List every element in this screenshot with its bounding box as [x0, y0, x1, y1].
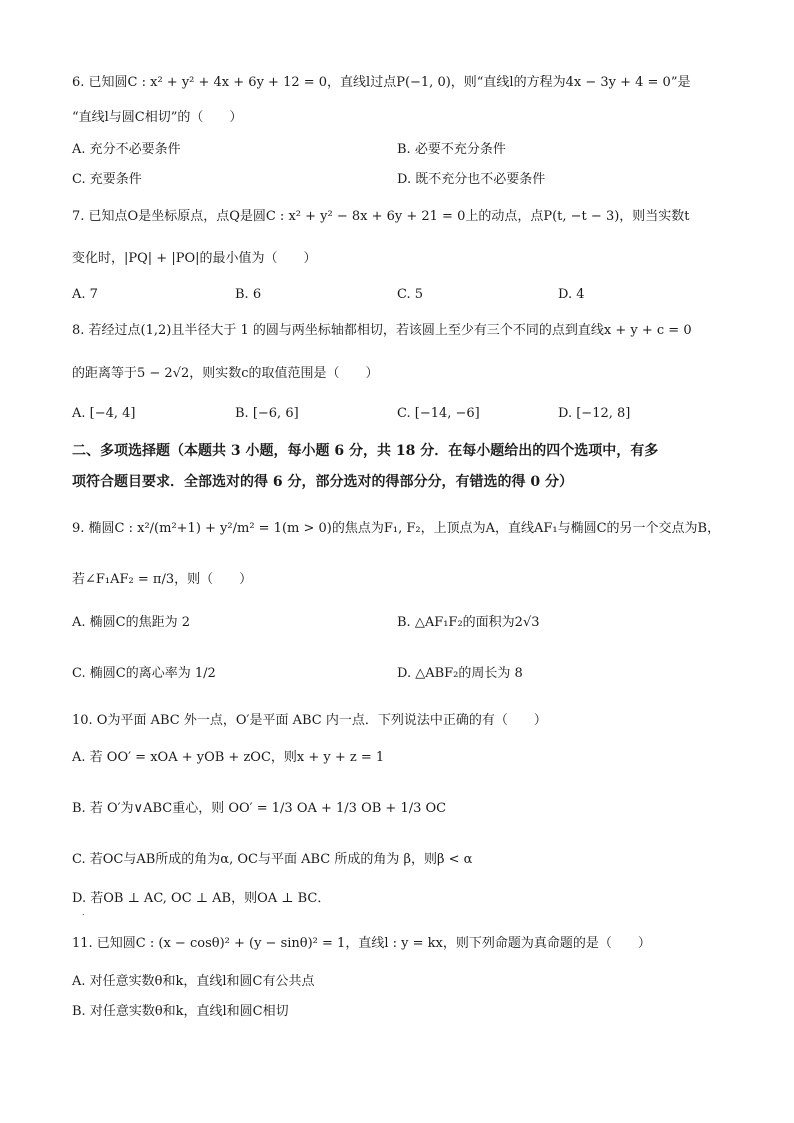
q8-option-d: D. [−12, 8]	[558, 406, 631, 421]
q6-option-b: B. 必要不充分条件	[397, 142, 506, 157]
q11-stem: 11. 已知圆C : (x − cosθ)² + (y − sinθ)² = 1，直线l : y = kx，则下列命题为真命题的是（ ）	[72, 936, 651, 951]
q9-option-a: A. 椭圆C的焦距为 2	[72, 615, 191, 630]
q9-stem-line-2: 若∠F₁AF₂ = π/3，则（ ）	[72, 572, 253, 587]
q9-option-b: B. △AF₁F₂的面积为2√3	[397, 615, 540, 630]
q10-option-d: D. 若OB ⊥ AC, OC ⊥ AB，则OA ⊥ BC．	[72, 891, 331, 906]
q8-stem-line-2: 的距离等于5 − 2√2，则实数c的取值范围是（ ）	[72, 366, 379, 381]
q7-stem-line-1: 7. 已知点O是坐标原点，点Q是圆C : x² + y² − 8x + 6y + 21 = 0上的动点，点P(t, −t − 3)，则当实数t	[72, 209, 690, 224]
q7-option-d: D. 4	[558, 287, 585, 302]
q8-stem-line-1: 8. 若经过点(1,2)且半径大于 1 的圆与两坐标轴都相切，若该圆上至少有三个不同的点到直线x + y + c = 0	[72, 323, 692, 338]
q6-stem-line-1: 6. 已知圆C : x² + y² + 4x + 6y + 12 = 0，直线l过点P(−1, 0)，则“直线l的方程为4x − 3y + 4 = 0”是	[72, 75, 691, 90]
q7-option-c: C. 5	[397, 287, 424, 302]
section-2-heading-line-1: 二、多项选择题（本题共 3 小题，每小题 6 分，共 18 分．在每小题给出的四个选项中，有多	[72, 443, 659, 459]
stray-dot-mark: .	[82, 908, 85, 917]
q7-option-b: B. 6	[235, 287, 262, 302]
q10-option-a: A. 若 OO′ = xOA + yOB + zOC，则x + y + z = 1	[72, 750, 385, 765]
q9-option-c: C. 椭圆C的离心率为 1/2	[72, 666, 216, 681]
q9-option-d: D. △ABF₂的周长为 8	[397, 666, 523, 681]
q10-stem: 10. O为平面 ABC 外一点，O′是平面 ABC 内一点．下列说法中正确的有（ ）	[72, 713, 547, 728]
q6-option-a: A. 充分不必要条件	[72, 142, 181, 157]
q9-stem-line-1: 9. 椭圆C : x²/(m²+1) + y²/m² = 1(m > 0)的焦点为F₁, F₂，上顶点为A，直线AF₁与椭圆C的另一个交点为B，	[72, 521, 721, 536]
q6-option-c: C. 充要条件	[72, 172, 142, 187]
q10-option-b: B. 若 O′为∨ABC重心，则 OO′ = 1/3 OA + 1/3 OB + 1/3 OC	[72, 801, 447, 816]
q8-option-a: A. [−4, 4]	[72, 406, 136, 421]
q7-stem-line-2: 变化时，|PQ| + |PO|的最小值为（ ）	[72, 251, 317, 266]
section-2-heading-line-2: 项符合题目要求．全部选对的得 6 分，部分选对的得部分分，有错选的得 0 分）	[72, 474, 573, 490]
q11-option-a: A. 对任意实数θ和k，直线l和圆C有公共点	[72, 974, 315, 989]
q8-option-b: B. [−6, 6]	[235, 406, 299, 421]
q11-option-b: B. 对任意实数θ和k，直线l和圆C相切	[72, 1004, 289, 1019]
q6-stem-line-2: “直线l与圆C相切”的（ ）	[72, 110, 243, 125]
q10-option-c: C. 若OC与AB所成的角为α, OC与平面 ABC 所成的角为 β，则β < α	[72, 852, 473, 867]
q7-option-a: A. 7	[72, 287, 98, 302]
q6-option-d: D. 既不充分也不必要条件	[397, 172, 546, 187]
q8-option-c: C. [−14, −6]	[397, 406, 480, 421]
